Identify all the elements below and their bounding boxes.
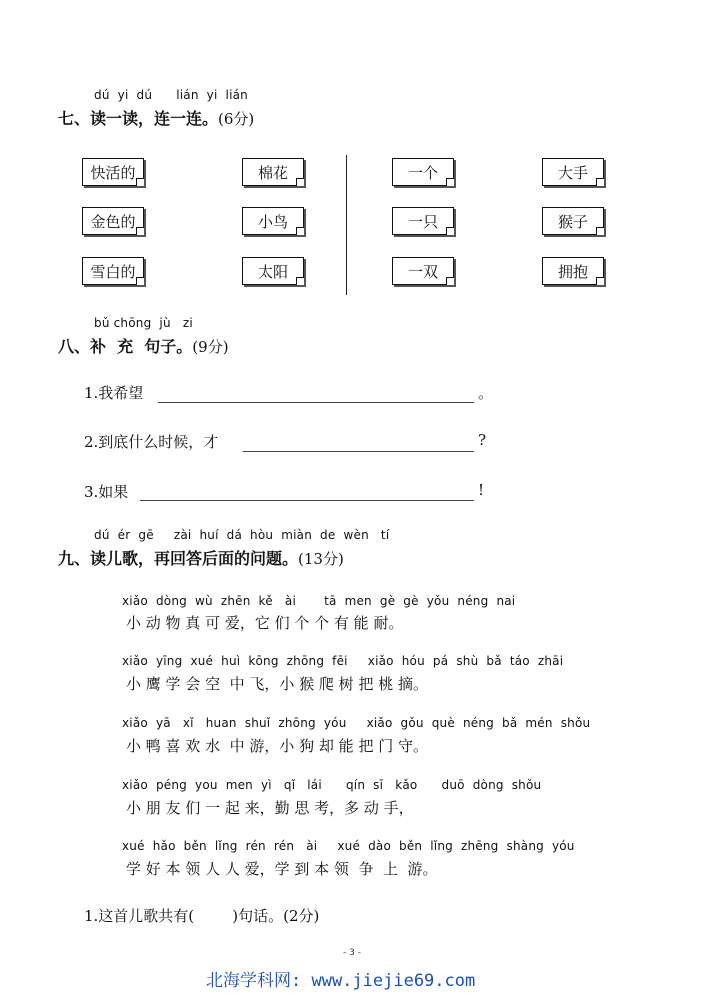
sentence-prefix: 1.我希望 bbox=[84, 384, 144, 402]
section9-points: (13分) bbox=[298, 550, 344, 568]
word-card[interactable]: 太阳 bbox=[242, 257, 304, 285]
sentence-end: ? bbox=[478, 431, 487, 449]
word-card[interactable]: 一只 bbox=[392, 207, 454, 235]
poem-pinyin: xiǎo dòng wù zhēn kě ài tā men gè gè yǒu néng nai bbox=[122, 594, 516, 608]
poem-line: 小 朋 友 们 一 起 来，勤 思 考，多 动 手， bbox=[126, 799, 414, 817]
section7-pinyin: dú yi dú lián yi lián bbox=[94, 88, 248, 102]
word-card[interactable]: 一双 bbox=[392, 257, 454, 285]
word-card[interactable]: 棉花 bbox=[242, 158, 304, 186]
sentence-end: 。 bbox=[478, 384, 494, 402]
poem-pinyin: xiǎo yīng xué huì kōng zhōng fēi xiǎo hóu pá shù bǎ táo zhāi bbox=[122, 654, 564, 668]
section8-points: (9分) bbox=[192, 338, 229, 356]
word-card[interactable]: 大手 bbox=[542, 158, 604, 186]
sentence-prefix: 3.如果 bbox=[84, 483, 129, 501]
poem-pinyin: xiǎo yā xǐ huan shuǐ zhōng yóu xiǎo gǒu què néng bǎ mén shǒu bbox=[122, 716, 591, 730]
section7-title: 七、读一读，连一连。 bbox=[58, 109, 219, 128]
page-number: - 3 - bbox=[343, 948, 361, 958]
poem-line: 小 鸭 喜 欢 水 中 游，小 狗 却 能 把 门 守。 bbox=[126, 737, 428, 755]
poem-line: 学 好 本 领 人 人 爱，学 到 本 领 争 上 游。 bbox=[126, 860, 438, 878]
sentence-prefix: 2.到底什么时候，才 bbox=[84, 433, 219, 451]
sentence-end: ! bbox=[478, 481, 485, 499]
column-divider bbox=[346, 155, 347, 295]
word-card[interactable]: 小鸟 bbox=[242, 207, 304, 235]
footer-watermark: 北海学科网: www.jiejie69.com bbox=[206, 971, 476, 991]
answer-blank[interactable] bbox=[243, 451, 474, 452]
word-card[interactable]: 金色的 bbox=[82, 207, 144, 235]
answer-blank[interactable] bbox=[140, 500, 474, 501]
question-1: 1.这首儿歌共有( )句话。(2分) bbox=[84, 907, 320, 925]
poem-line: 小 鹰 学 会 空 中 飞，小 猴 爬 树 把 桃 摘。 bbox=[126, 675, 428, 693]
poem-line: 小 动 物 真 可 爱，它 们 个 个 有 能 耐。 bbox=[126, 614, 404, 632]
poem-pinyin: xué hǎo běn lǐng rén rén ài xué dào běn lǐng zhēng shàng yóu bbox=[122, 839, 575, 853]
section9-heading bbox=[58, 546, 344, 569]
section7-heading bbox=[58, 106, 254, 129]
word-card[interactable]: 猴子 bbox=[542, 207, 604, 235]
section8-heading bbox=[58, 334, 229, 357]
word-card[interactable]: 一个 bbox=[392, 158, 454, 186]
section8-pinyin: bǔ chōng jù zi bbox=[94, 316, 193, 330]
section7-points: (6分) bbox=[218, 110, 255, 128]
poem-pinyin: xiǎo péng you men yì qǐ lái qín sī kǎo duō dòng shǒu bbox=[122, 778, 542, 792]
word-card[interactable]: 拥抱 bbox=[542, 257, 604, 285]
word-card[interactable]: 雪白的 bbox=[82, 257, 144, 285]
section9-title: 九、读儿歌，再回答后面的问题。 bbox=[58, 549, 299, 568]
section8-title: 八、补 充 句子。 bbox=[58, 337, 193, 356]
word-card[interactable]: 快活的 bbox=[82, 158, 144, 186]
section9-pinyin: dú ér gē zài huí dá hòu miàn de wèn tí bbox=[94, 528, 390, 542]
answer-blank[interactable] bbox=[158, 402, 474, 403]
